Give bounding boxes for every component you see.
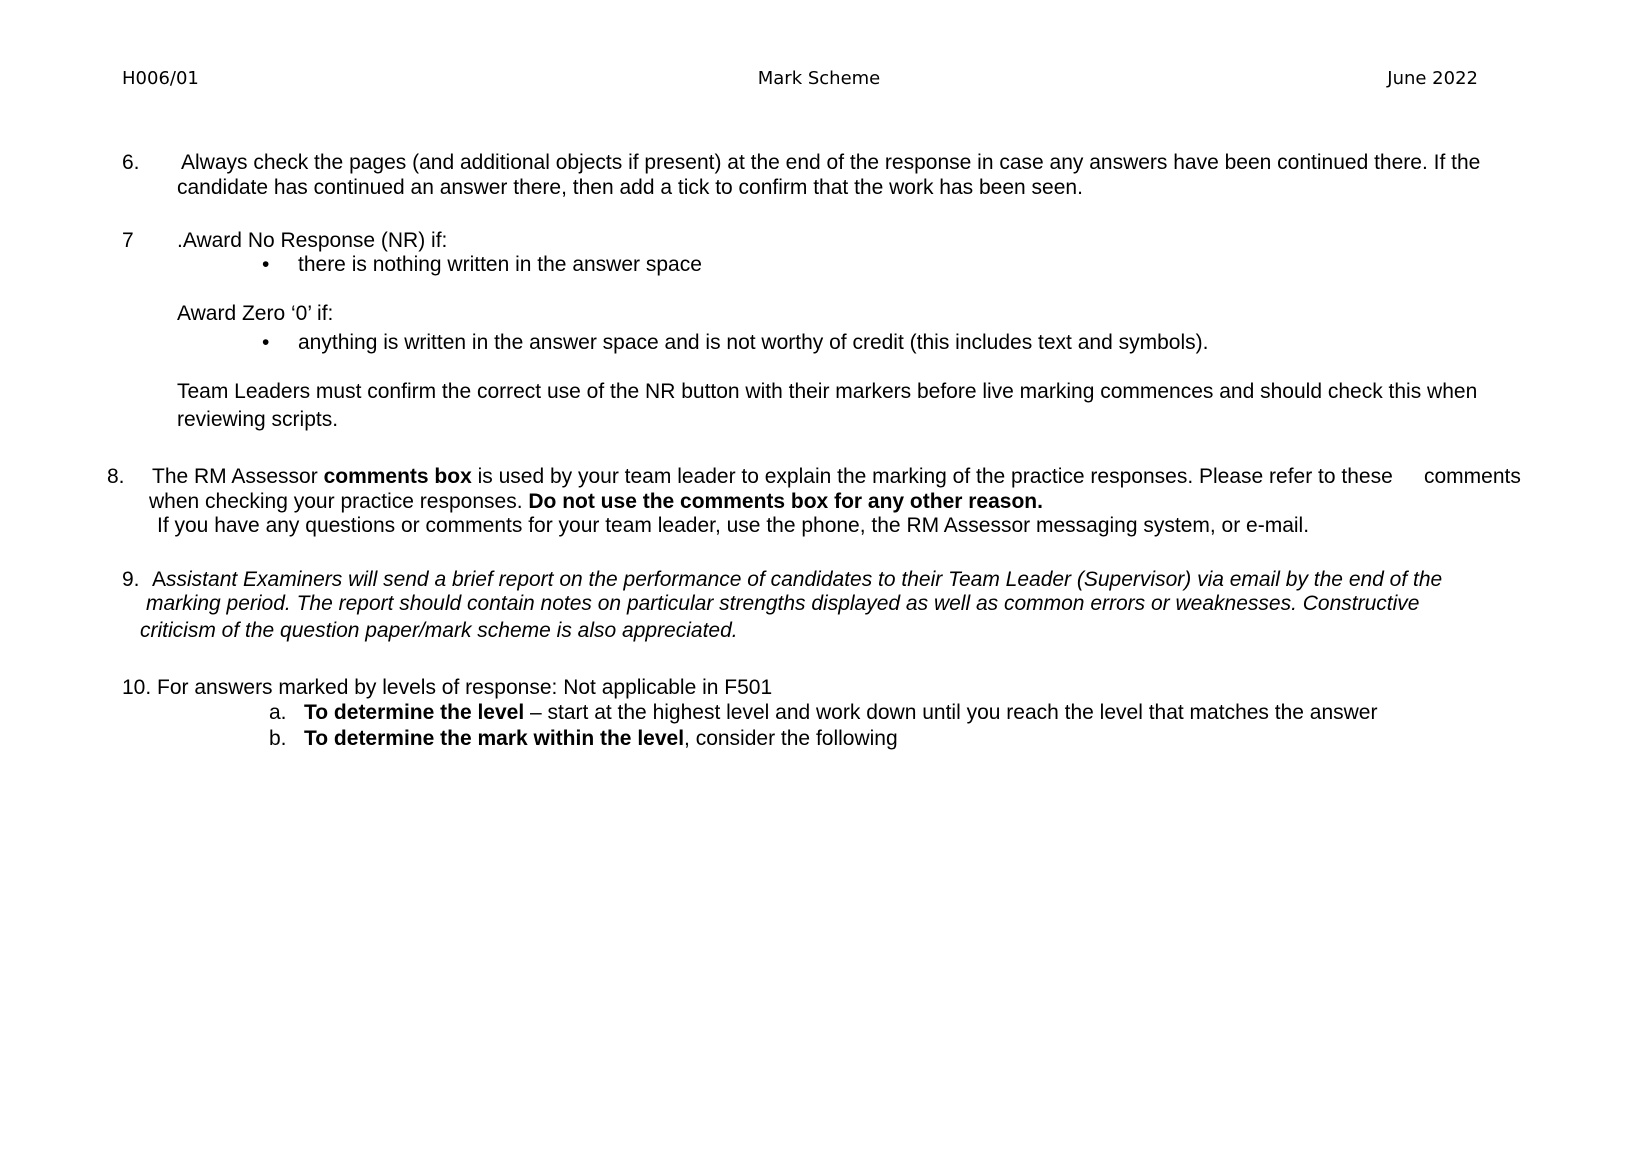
item-10-b-text (304, 727, 898, 751)
item-10-a-rest: – start at the highest level and work down until you reach the level that matches the answer (524, 701, 1378, 724)
item-7-number: 7 (122, 229, 134, 252)
item-7-zero-bullet: anything is written in the answer space and is not worthy of credit (this includes text and symbols). (298, 331, 1209, 354)
bullet-symbol: • (262, 331, 270, 354)
item-9-number: 9. (122, 568, 140, 591)
item-7-team-line-2: reviewing scripts. (177, 408, 339, 431)
item-9-line-1 (152, 568, 1442, 592)
item-9-line-1-text: ssistant Examiners will send a brief report on the performance of candidates to their Team Leader (Supervisor) via email by the end of the (166, 568, 1443, 591)
item-7-zero-intro: Award Zero ‘0’ if: (177, 302, 334, 325)
item-8-line-1-end: comments (1424, 465, 1521, 488)
header-code: H006/01 (122, 68, 199, 89)
item-8-line-1 (152, 465, 1393, 489)
item-10-a-text (304, 701, 1377, 725)
item-10-a-label: a. (269, 701, 287, 724)
item-7-nr-bullet: there is nothing written in the answer space (298, 253, 702, 276)
item-8-number: 8. (107, 465, 125, 488)
item-10-intro: 10. For answers marked by levels of response: Not applicable in F501 (122, 676, 773, 699)
item-8-line-3: If you have any questions or comments for your team leader, use the phone, the RM Assessor messaging system, or e-mail. (157, 514, 1310, 537)
item-10-b-label: b. (269, 727, 287, 750)
item-8-warning: Do not use the comments box for any other reason. (528, 490, 1043, 513)
item-9-line-1-start: A (152, 568, 167, 591)
item-6-line-2: candidate has continued an answer there, then add a tick to confirm that the work has been seen. (177, 176, 1083, 199)
item-10-b-rest: , consider the following (684, 727, 898, 750)
item-8-line-2 (149, 490, 1043, 514)
item-9-line-2: marking period. The report should contain notes on particular strengths displayed as well as common errors or weaknesses. Constructive (146, 592, 1420, 615)
item-10-b-bold: To determine the mark within the level (304, 727, 685, 750)
item-10-a-bold: To determine the level (304, 701, 525, 724)
item-8-line-1-text: The RM Assessor (152, 465, 324, 488)
item-6-line-1: Always check the pages (and additional objects if present) at the end of the response in case any answers have been continued there. If the (181, 151, 1481, 174)
bullet-symbol: • (262, 253, 270, 276)
comments-box-term: comments box (323, 465, 472, 488)
item-6-number: 6. (122, 151, 140, 174)
item-7-nr-intro: .Award No Response (NR) if: (177, 229, 448, 252)
header-title: Mark Scheme (757, 68, 881, 89)
item-8-line-1-rest: is used by your team leader to explain the marking of the practice responses. Please refer to these (471, 465, 1393, 488)
header-date: June 2022 (1387, 68, 1478, 89)
item-9-line-3: criticism of the question paper/mark scheme is also appreciated. (140, 619, 738, 642)
item-7-team-line-1: Team Leaders must confirm the correct use of the NR button with their markers before live marking commences and should check this when (177, 380, 1478, 403)
item-8-line-2-text: when checking your practice responses. (149, 490, 529, 513)
